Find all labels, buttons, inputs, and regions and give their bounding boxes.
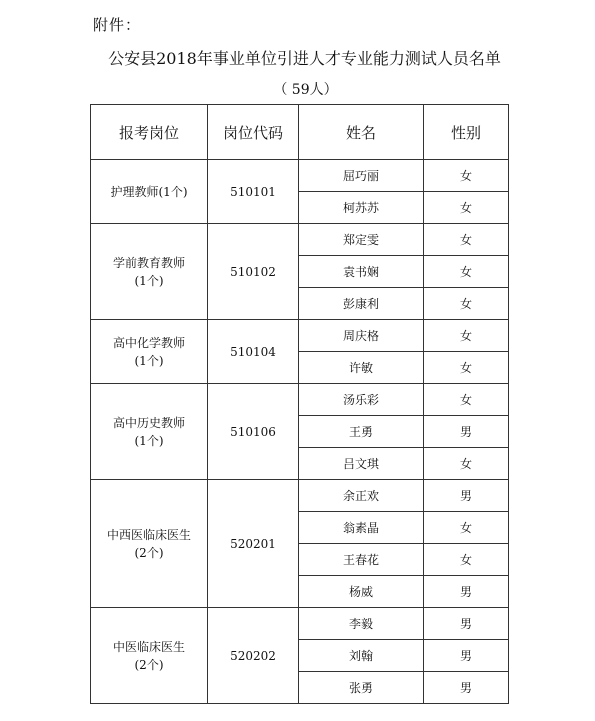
position-code-cell: 510106 [208, 384, 299, 480]
person-gender-cell: 女 [424, 512, 509, 544]
person-name-cell: 汤乐彩 [299, 384, 424, 416]
position-label: 护理教师(1个) [110, 184, 188, 199]
person-name-cell: 吕文琪 [299, 448, 424, 480]
person-name-cell: 刘翰 [299, 640, 424, 672]
position-code-cell: 520202 [208, 608, 299, 704]
table-header-row [91, 105, 509, 160]
person-name-cell: 屈巧丽 [299, 160, 424, 192]
header-code: 岗位代码 [208, 105, 299, 160]
table-row [91, 608, 509, 640]
header-gender: 性别 [424, 105, 509, 160]
person-gender-cell: 女 [424, 160, 509, 192]
position-cell [91, 320, 208, 384]
person-name-cell: 许敏 [299, 352, 424, 384]
roster-body [91, 160, 509, 704]
person-gender-cell: 男 [424, 416, 509, 448]
person-gender-cell: 男 [424, 672, 509, 704]
person-gender-cell: 女 [424, 448, 509, 480]
position-cell [91, 224, 208, 320]
person-name-cell: 周庆格 [299, 320, 424, 352]
position-label: (1个) [134, 273, 164, 288]
person-name-cell: 柯苏苏 [299, 192, 424, 224]
position-label: (2个) [134, 657, 164, 672]
position-cell [91, 160, 208, 224]
person-gender-cell: 男 [424, 608, 509, 640]
table-row [91, 224, 509, 256]
person-name-cell: 张勇 [299, 672, 424, 704]
person-name-cell: 翁素晶 [299, 512, 424, 544]
person-name-cell: 王勇 [299, 416, 424, 448]
position-label: (2个) [134, 545, 164, 560]
person-name-cell: 余正欢 [299, 480, 424, 512]
person-gender-cell: 男 [424, 576, 509, 608]
position-label: 高中历史教师 [112, 415, 185, 430]
headcount: （ 59人） [273, 82, 338, 98]
header-position: 报考岗位 [91, 105, 208, 160]
person-name-cell: 郑定雯 [299, 224, 424, 256]
position-code-cell: 510101 [208, 160, 299, 224]
person-gender-cell: 女 [424, 384, 509, 416]
person-name-cell: 李毅 [299, 608, 424, 640]
person-gender-cell: 男 [424, 480, 509, 512]
person-gender-cell: 男 [424, 640, 509, 672]
person-name-cell: 彭康利 [299, 288, 424, 320]
person-gender-cell: 女 [424, 544, 509, 576]
person-name-cell: 杨威 [299, 576, 424, 608]
person-name-cell: 王春花 [299, 544, 424, 576]
header-name: 姓名 [299, 105, 424, 160]
person-gender-cell: 女 [424, 352, 509, 384]
position-cell [91, 608, 208, 704]
person-gender-cell: 女 [424, 192, 509, 224]
position-code-cell: 520201 [208, 480, 299, 608]
position-label: (1个) [134, 353, 164, 368]
position-code-cell: 510104 [208, 320, 299, 384]
table-row [91, 320, 509, 352]
position-cell [91, 480, 208, 608]
position-label: 高中化学教师 [112, 335, 185, 350]
table-row [91, 480, 509, 512]
position-code-cell: 510102 [208, 224, 299, 320]
position-label: 中西医临床医生 [106, 527, 191, 542]
position-cell [91, 384, 208, 480]
person-name-cell: 袁书娴 [299, 256, 424, 288]
person-gender-cell: 女 [424, 256, 509, 288]
document-title: 公安县2018年事业单位引进人才专业能力测试人员名单 [108, 49, 501, 68]
position-label: 学前教育教师 [112, 255, 185, 270]
person-gender-cell: 女 [424, 224, 509, 256]
table-row [91, 160, 509, 192]
position-label: 中医临床医生 [112, 639, 185, 654]
table-row [91, 384, 509, 416]
person-gender-cell: 女 [424, 320, 509, 352]
roster-table [90, 104, 509, 704]
position-label: (1个) [134, 433, 164, 448]
attachment-label: 附件： [93, 16, 142, 34]
person-gender-cell: 女 [424, 288, 509, 320]
